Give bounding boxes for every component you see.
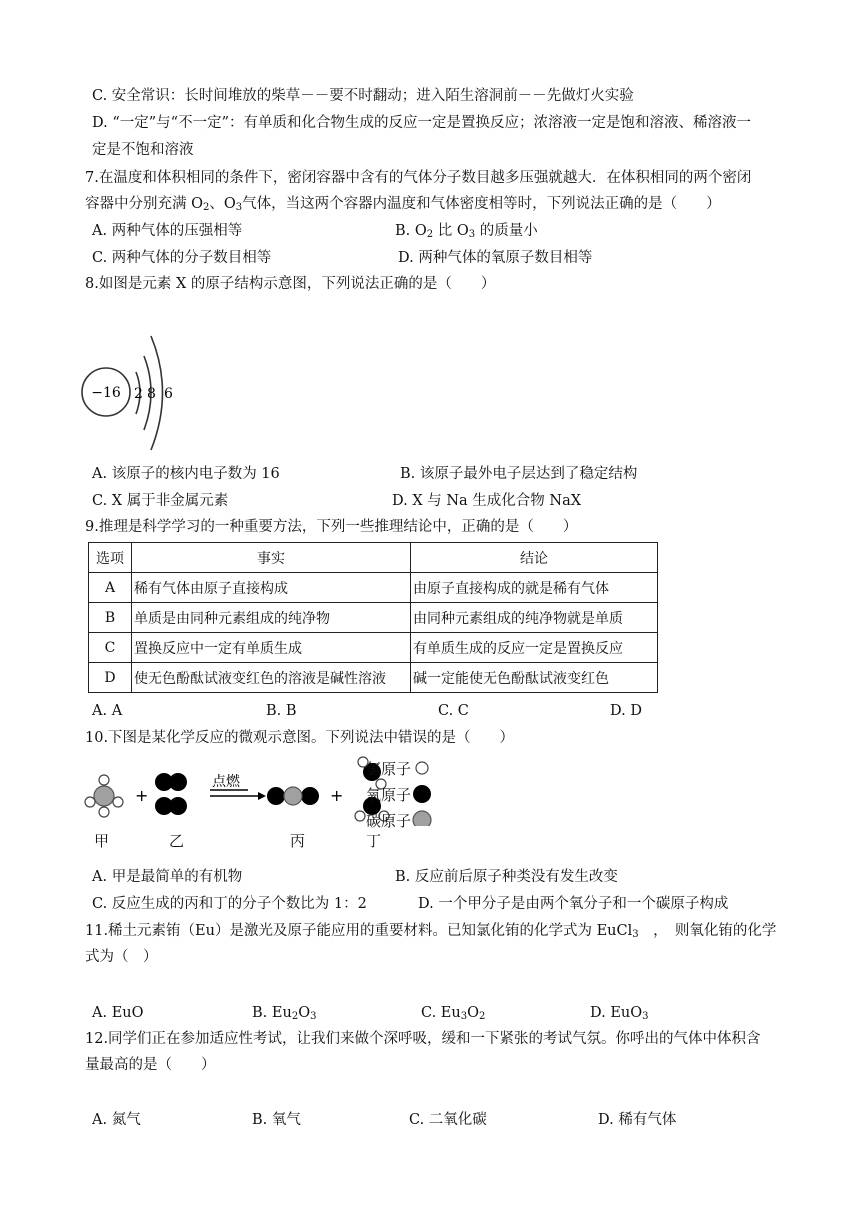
nucleus-charge: −16 [91,385,121,401]
legend-oxygen-label: 氧原子 [366,786,412,804]
q9-option-a: A. A [92,703,123,719]
cell-fact: 置换反应中一定有单质生成 [132,633,411,663]
cell-fact: 稀有气体由原子直接构成 [132,573,411,603]
q10-stem: 10.下图是某化学反应的微观示意图。下列说法中错误的是（ ） [85,730,515,746]
legend-carbon-swatch [413,811,431,826]
cell-option: C [89,633,132,663]
header-fact: 事实 [132,543,411,573]
q12-option-b: B. 氧气 [252,1112,301,1128]
cell-option: B [89,603,132,633]
atom-structure-diagram [78,330,188,455]
q10-option-a: A. 甲是最简单的有机物 [92,869,243,885]
q12-option-a: A. 氮气 [92,1112,141,1128]
reaction-micro-diagram [80,756,520,826]
shell-1-electrons: 2 [134,386,143,402]
q9-stem: 9.推理是科学学习的一种重要方法，下列一些推理结论中，正确的是（ ） [85,519,578,535]
cell-option: D [89,663,132,693]
q11-option-c: C. $Eu_3O_2$ [421,1005,486,1022]
shell-2-electrons: 8 [147,386,156,402]
table-row [89,663,658,693]
plus-sign-1: + [135,786,149,805]
q12-option-d: D. 稀有气体 [598,1112,677,1128]
q10-option-b: B. 反应前后原子种类没有发生改变 [395,869,618,885]
q12-stem-line2: 量最高的是（ ） [85,1057,216,1073]
table-row [89,573,658,603]
q6-option-d-line1: D. “一定”与“不一定”：有单质和化合物生成的反应一定是置换反应；浓溶液一定是饱和溶液、稀溶液一 [92,115,751,131]
q11-stem-line2: 式为（ ） [85,949,158,965]
q9-option-b: B. B [266,703,297,719]
molecule-yi [155,773,187,815]
q7-stem-line2: 容器中分别充满 $O_2$、$O_3$气体，当这两个容器内温度和气体密度相等时，下列说法正确的是（ ） [85,196,721,213]
cell-fact: 使无色酚酞试液变红色的溶液是碱性溶液 [132,663,411,693]
cell-conclusion: 有单质生成的反应一定是置换反应 [411,633,658,663]
q10-option-d: D. 一个甲分子是由两个氧分子和一个碳原子构成 [418,896,729,912]
label-ding: 丁 [366,832,382,850]
molecule-bing [267,787,319,805]
q8-option-b: B. 该原子最外电子层达到了稳定结构 [400,466,638,482]
label-jia: 甲 [94,832,110,850]
cell-conclusion: 碱一定能使无色酚酞试液变红色 [411,663,658,693]
cell-conclusion: 由同种元素组成的纯净物就是单质 [411,603,658,633]
q9-table [88,542,658,693]
header-conclusion: 结论 [411,543,658,573]
q11-stem-line1: 11.稀土元素铕（Eu）是激光及原子能应用的重要材料。已知氯化铕的化学式为 EuCl$_3$ ， 则氧化铕的化学 [85,923,777,940]
q11-option-a: A. EuO [92,1005,144,1021]
reaction-arrow [210,773,266,800]
q7-option-a: A. 两种气体的压强相等 [92,223,243,239]
q12-stem-line1: 12.同学们正在参加适应性考试，让我们来做个深呼吸，缓和一下紧张的考试气氛。你呼出的气体中体积含 [85,1031,761,1047]
q7-option-c: C. 两种气体的分子数目相等 [92,250,272,266]
header-option: 选项 [89,543,132,573]
shell-3-electrons: 6 [164,386,173,402]
label-yi: 乙 [169,832,185,850]
q6-option-c: C. 安全常识：长时间堆放的柴草－－要不时翻动；进入陌生溶洞前－－先做灯火实验 [92,88,634,104]
q11-option-b: B. $Eu_2O_3$ [252,1005,317,1022]
molecule-jia [85,775,123,817]
q8-option-a: A. 该原子的核内电子数为 16 [92,466,280,482]
table-row [89,603,658,633]
q11-option-d: D. EuO$_3$ [590,1005,649,1022]
cell-fact: 单质是由同种元素组成的纯净物 [132,603,411,633]
q10-option-c: C. 反应生成的丙和丁的分子个数比为 1：2 [92,896,367,912]
plus-sign-2: + [330,786,344,805]
legend-oxygen-swatch [413,785,431,803]
q8-stem: 8.如图是元素 X 的原子结构示意图，下列说法正确的是（ ） [85,276,496,292]
q12-option-c: C. 二氧化碳 [409,1112,487,1128]
legend-hydrogen-label: 氢原子 [366,760,412,778]
cell-conclusion: 由原子直接构成的就是稀有气体 [411,573,658,603]
legend [413,762,431,826]
cell-option: A [89,573,132,603]
q6-option-d-line2: 定是不饱和溶液 [92,142,194,158]
reaction-condition: 点燃 [212,774,240,790]
q7-stem-line1: 7.在温度和体积相同的条件下，密闭容器中含有的气体分子数目越多压强就越大．在体积相同的两个密闭 [85,170,752,186]
legend-carbon-label: 碳原子 [366,812,412,830]
q8-option-c: C. X 属于非金属元素 [92,493,229,509]
label-bing: 丙 [290,832,306,850]
table-row [89,633,658,663]
q8-option-d: D. X 与 Na 生成化合物 NaX [392,493,582,509]
legend-hydrogen-swatch [416,762,428,774]
q9-option-d: D. D [610,703,642,719]
table-header-row [89,543,658,573]
q7-option-b: B. $O_2$ 比 $O_3$ 的质量小 [395,223,538,240]
q7-option-d: D. 两种气体的氧原子数目相等 [398,250,593,266]
q9-option-c: C. C [438,703,469,719]
